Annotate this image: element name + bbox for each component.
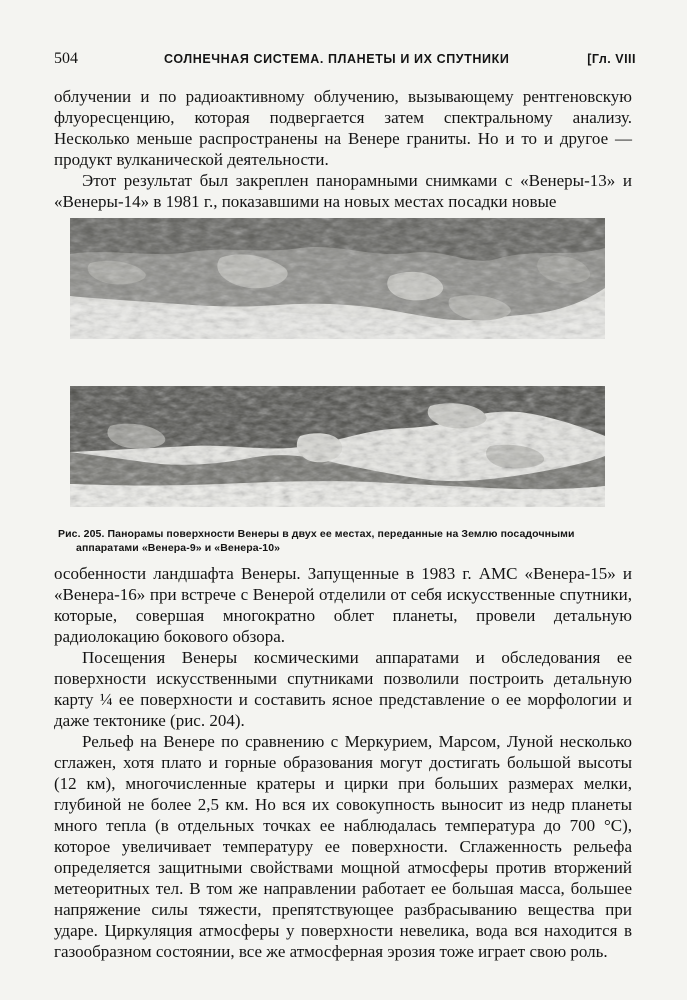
- caption-line-2: аппаратами «Венера-9» и «Венера-10»: [76, 542, 281, 554]
- paragraph: облучении и по радиоактивному облучению, вызывающему рентгеновскую флуоресценцию, которая подвергается затем спектральному анализу. Несколько меньше распространены на Венере граниты. Но и то и другое — продукт вулканической деятельности.: [54, 87, 632, 169]
- panorama-image: [70, 386, 605, 507]
- paragraph: Этот результат был закреплен панорамными снимками с «Венеры-13» и «Венеры-14» в 1981 г., показавшими на новых местах посадки новые: [54, 171, 632, 211]
- venera-10-panorama-photo: [70, 386, 605, 507]
- page-header: [54, 50, 636, 72]
- paragraph: Посещения Венеры космическими аппаратами и обследования ее поверхности искусственными спутниками позволили построить детальную карту ¼ ее поверхности и составить ясное представление о ее морфологии и даже тектонике (рис. 204).: [54, 648, 632, 730]
- figure-caption: [58, 527, 642, 555]
- caption-line-1: Рис. 205. Панорамы поверхности Венеры в двух ее местах, переданные на Землю посадочными: [58, 528, 575, 540]
- page-number: 504: [54, 50, 78, 67]
- chapter-label: [Гл. VIII: [587, 52, 636, 66]
- panorama-image: [70, 218, 605, 339]
- paragraph: Рельеф на Венере по сравнению с Меркурием, Марсом, Луной несколько сглажен, хотя плато и горные образования могут достигать большой высоты (12 км), многочисленные кратеры и цирки при больших размерах мелки, глубиной не более 2,5 км. Но вся их совокупность выносит из недр планеты много тепла (в отдельных точках ее наблюдалась температура до 700 °С), которое увеличивает температуру ее поверхности. Сглаженность рельефа определяется защитными свойствами мощной атмосферы против вторжений метеоритных тел. В том же направлении работает ее большая масса, большее напряжение силы тяжести, препятствующее разбрасыванию вещества при ударе. Циркуляция атмосферы у поверхности невелика, вода вся находится в газообразном состоянии, все же атмосферная эрозия тоже играет свою роль.: [54, 732, 632, 961]
- text-block-bottom: [54, 563, 632, 962]
- running-title: СОЛНЕЧНАЯ СИСТЕМА. ПЛАНЕТЫ И ИХ СПУТНИКИ: [164, 52, 510, 66]
- paragraph: особенности ландшафта Венеры. Запущенные в 1983 г. АМС «Венера-15» и «Венера-16» при встрече с Венерой отделили от себя искусственные спутники, которые, совершая многократно облет планеты, провели детальную радиолокацию бокового обзора.: [54, 564, 632, 646]
- text-block-top: [54, 86, 632, 212]
- venera-9-panorama-photo: [70, 218, 605, 339]
